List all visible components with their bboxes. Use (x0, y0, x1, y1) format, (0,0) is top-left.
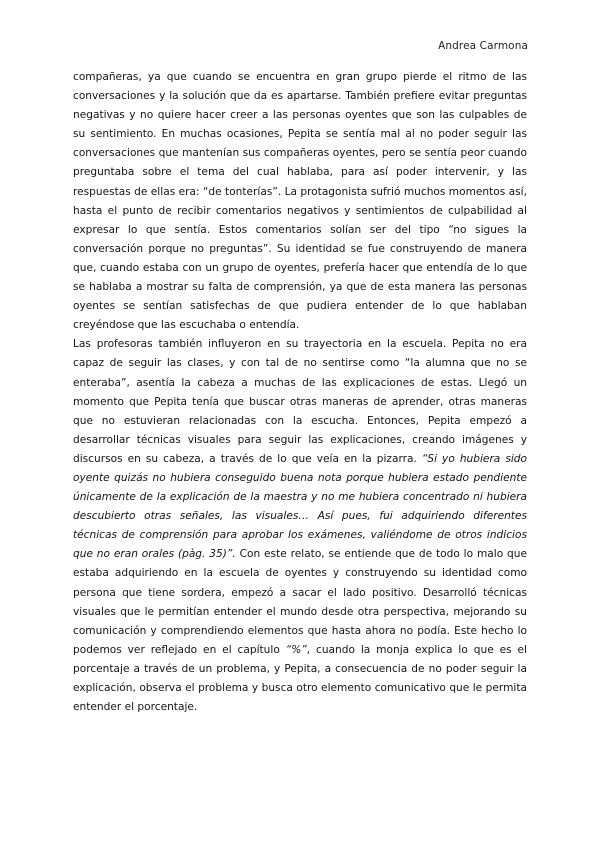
paragraph-1: compañeras, ya que cuando se encuentra en gran grupo pierde el ritmo de las conversaciones y la solución que da es apartarse. También prefiere evitar preguntas negativas y no quiere hacer creer a las personas oyentes que son las culpables de su sentimiento. En muchas ocasiones, Pepita se sentía mal al no poder seguir las conversaciones que mantenían sus compañeras oyentes, pero se sentía peor cuando preguntaba sobre el tema del cual hablaba, para así poder intervenir, y las respuestas de ellas era: “de tonterías”. La protagonista sufrió muchos momentos así, hasta el punto de recibir comentarios negativos y sentimientos de culpabilidad al expresar lo que sentía. Estos comentarios solían ser del tipo “no sigues la conversación porque no preguntas”. Su identidad se fue construyendo de manera que, cuando estaba con un grupo de oyentes, prefería hacer que entendía de lo que se hablaba a mostrar su falta de comprensión, ya que de esta manera las personas oyentes se sentían satisfechas de que pudiera entender de lo que hablaban creyéndose que las escuchaba o entendía. (73, 71, 527, 332)
paragraph-2-quote: “Si yo hubiera sido oyente quizás no hubiera conseguido buena nota porque hubiera estado pendiente únicamente de la explicación de la maestra y no me hubiera concentrado ni hubiera descubierto otras señales, las visuales… Así pues, fui adquiriendo diferentes técnicas de comprensión para aprobar los exámenes, valiéndome de otros indicios que no eran orales (pàg. 35)”. (73, 452, 527, 561)
paragraph-2-text-after: , cuando la monja explica lo que es el porcentaje a través de un problema, y Pepita, a consecuencia de no poder seguir la explicación, observa el problema y busca otro elemento comunicativo que le permita entender el porcentaje. (73, 643, 527, 714)
header-author: Andrea Carmona (438, 40, 528, 52)
chapter-title: “%” (285, 643, 307, 656)
paragraph-2 (73, 335, 527, 717)
paragraph-2-text-middle: Con este relato, se entiende que de todo lo malo que estaba adquiriendo en la escuela de oyentes y construyendo su identidad como persona que tiene sordera, empezó a sacar el lado positivo. Desarrolló técnicas visuales que le permitían entender el mundo desde otra perspectiva, mejorando su comunicación y comprendiendo elementos que hasta ahora no podía. Este hecho lo podemos ver reflejado en el capítulo (73, 548, 528, 656)
body-text (73, 68, 527, 717)
paragraph-2-text-before: Las profesoras también influyeron en su trayectoria en la escuela. Pepita no era capaz de seguir las clases, y con tal de no sentirse como “la alumna que no se enteraba”, asentía la cabeza a muchas de las explicaciones de estas. Llegó un momento que Pepita tenía que buscar otras maneras de aprender, otras maneras que no estuvieran relacionadas con la escucha. Entonces, Pepita empezó a desarrollar técnicas visuales para seguir las explicaciones, creando imágenes y discursos en su cabeza, a través de lo que veía en la pizarra. (73, 338, 527, 465)
